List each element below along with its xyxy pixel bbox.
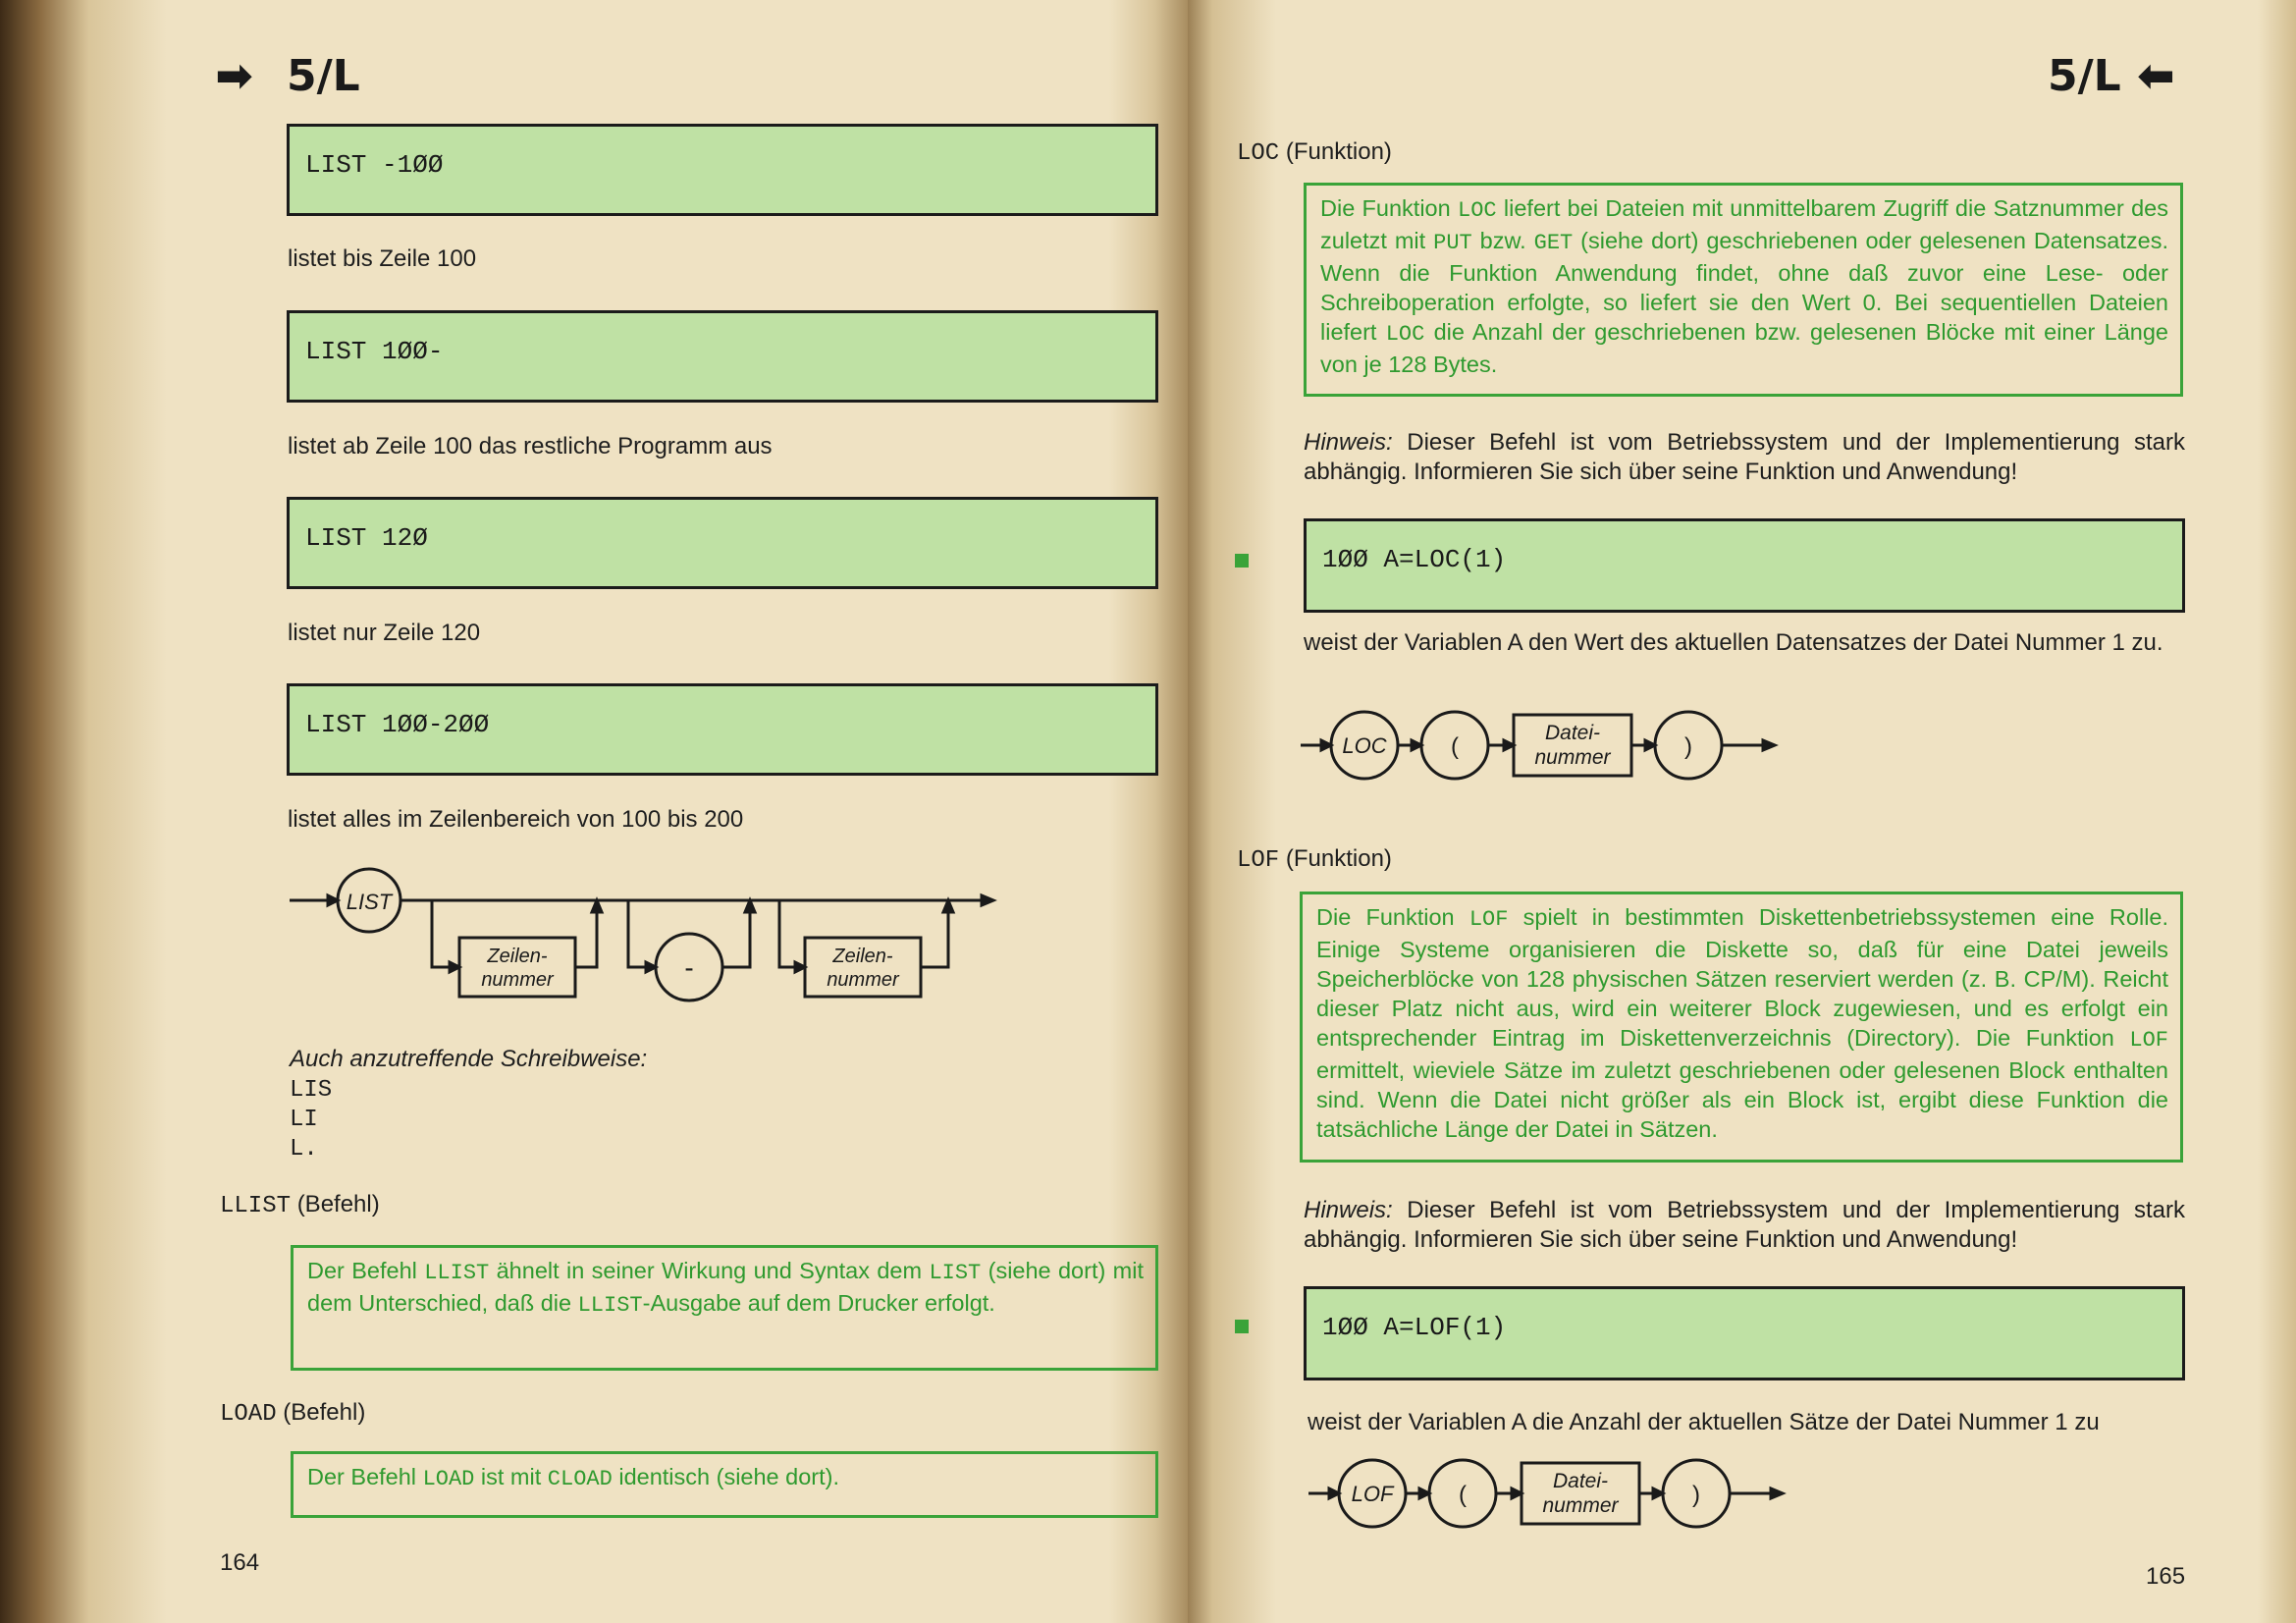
hint-label: Hinweis:	[1304, 1197, 1393, 1223]
diagram-box1-line2: nummer	[481, 969, 554, 991]
page-number-left: 164	[220, 1549, 260, 1576]
llist-heading	[220, 1190, 380, 1221]
diagram-box1-line1: Zeilen-	[487, 946, 548, 967]
lof-kind: (Funktion)	[1285, 845, 1392, 872]
keyword: GET	[1533, 231, 1574, 255]
loc-diagram-box-line1: Datei-	[1544, 722, 1601, 744]
loc-example-desc: weist der Variablen A den Wert des aktuellen Datensatzes der Datei Nummer 1 zu.	[1304, 629, 2163, 656]
keyword: LOF	[1468, 907, 1509, 932]
lof-diagram-close: )	[1692, 1482, 1700, 1508]
diagram-keyword-list: LIST	[346, 890, 393, 914]
text: Die Funktion	[1320, 195, 1458, 221]
bullet-icon	[1235, 1320, 1249, 1333]
code-text: LIST 1ØØ-2ØØ	[305, 710, 490, 739]
hint-text: Dieser Befehl ist vom Betriebssystem und der Implementierung stark abhängig. Informieren Sie sich über seine Funktion und Anwendung!	[1304, 429, 2185, 485]
desc-list-range: listet alles im Zeilenbereich von 100 bis 200	[288, 806, 744, 833]
text: identisch (siehe dort).	[612, 1464, 840, 1489]
left-arrow-icon: ⬅	[2138, 52, 2174, 100]
text: bzw.	[1471, 228, 1534, 253]
keyword: LOC	[1458, 198, 1497, 223]
lof-keyword: LOF	[1237, 847, 1280, 874]
loc-hint	[1304, 428, 2185, 487]
code-text: LIST 12Ø	[305, 523, 428, 553]
load-heading	[220, 1398, 365, 1430]
keyword: CLOAD	[547, 1467, 613, 1491]
code-example-list-range	[287, 683, 1158, 776]
bullet-icon	[1235, 554, 1249, 568]
alt-spelling-title: Auch anzutreffende Schreibweise:	[290, 1046, 648, 1072]
code-example-list-to-100	[287, 124, 1158, 216]
loc-diagram-keyword: LOC	[1342, 733, 1387, 758]
page-number-right: 165	[2146, 1563, 2186, 1590]
loc-syntax-diagram	[1296, 707, 1787, 785]
right-arrow-icon: ➡	[216, 52, 252, 100]
load-kind: (Befehl)	[283, 1399, 366, 1426]
text: Der Befehl	[307, 1258, 425, 1283]
code-text: 1ØØ A=LOF(1)	[1322, 1313, 1507, 1342]
alt-spelling-lis: LIS	[290, 1077, 333, 1104]
loc-heading	[1237, 137, 1392, 169]
lof-hint	[1304, 1196, 2185, 1255]
diagram-box2-line1: Zeilen-	[832, 946, 893, 967]
code-text: 1ØØ A=LOC(1)	[1322, 545, 1507, 574]
lof-syntax-diagram	[1304, 1455, 1794, 1534]
code-example-lof	[1304, 1286, 2185, 1380]
text: ähnelt in seiner Wirkung und Syntax dem	[489, 1258, 930, 1283]
code-example-list-120	[287, 497, 1158, 589]
loc-diagram-box-line2: nummer	[1534, 746, 1611, 769]
keyword: LLIST	[424, 1261, 490, 1285]
text: ist mit	[474, 1464, 548, 1489]
text: Der Befehl	[307, 1464, 423, 1489]
text: (siehe dort) mit dem Unterschied, daß die	[307, 1258, 1144, 1316]
loc-description-box	[1304, 183, 2183, 397]
keyword: LLIST	[577, 1293, 643, 1318]
lof-diagram-keyword: LOF	[1351, 1482, 1394, 1506]
desc-list-from-100: listet ab Zeile 100 das restliche Programm aus	[288, 433, 773, 460]
text: liefert bei Dateien mit unmittelbarem Zugriff die Satznummer des zuletzt mit	[1320, 195, 2168, 253]
load-description-box	[291, 1451, 1158, 1518]
left-page-header: 5/L	[287, 51, 360, 101]
loc-kind: (Funktion)	[1285, 138, 1392, 165]
code-text: LIST 1ØØ-	[305, 337, 444, 366]
alt-spelling-li: LI	[290, 1107, 318, 1133]
keyword: LOC	[1385, 322, 1425, 347]
text: spielt in bestimmten Diskettenbetriebssystemen eine Rolle. Einige Systeme organisieren die Diskette so, daß für eine Datei jeweils Speicherblöcke von 128 physischen Sätzen reserviert werden (z. B. CP/M). Reicht dieser Platz nicht aus, wird ein weiterer Block zugewiesen, und es erfolgt ein entsprechender Eintrag im Diskettenverzeichnis (Directory). Die Funktion	[1316, 904, 2169, 1051]
loc-diagram-close: )	[1684, 733, 1692, 760]
list-syntax-diagram	[285, 859, 1011, 1016]
lof-diagram-open: (	[1459, 1482, 1467, 1508]
keyword: PUT	[1433, 231, 1472, 255]
loc-keyword: LOC	[1237, 140, 1280, 167]
code-example-list-from-100	[287, 310, 1158, 403]
code-example-loc	[1304, 518, 2185, 613]
text: ermittelt, wieviele Sätze im zuletzt geschriebenen oder gelesenen Block enthalten sind. Wenn die Datei nicht größer als ein Block ist, ergibt diese Funktion die tatsächliche Länge der Datei in Sätzen.	[1316, 1057, 2168, 1142]
llist-kind: (Befehl)	[296, 1191, 380, 1217]
text: Die Funktion	[1316, 904, 1469, 930]
keyword: LOF	[2129, 1028, 2168, 1053]
diagram-box2-line2: nummer	[827, 969, 899, 991]
load-keyword: LOAD	[220, 1401, 277, 1428]
lof-diagram-box-line1: Datei-	[1552, 1470, 1609, 1492]
hint-text: Dieser Befehl ist vom Betriebssystem und der Implementierung stark abhängig. Informieren Sie sich über seine Funktion und Anwendung!	[1304, 1197, 2185, 1253]
llist-keyword: LLIST	[220, 1193, 292, 1219]
right-page-header: 5/L	[2048, 51, 2121, 101]
desc-list-120: listet nur Zeile 120	[288, 620, 481, 646]
lof-diagram-box-line2: nummer	[1542, 1494, 1619, 1517]
right-page	[1188, 0, 2296, 1623]
lof-description-box	[1300, 892, 2183, 1163]
lof-example-desc: weist der Variablen A die Anzahl der aktuellen Sätze der Datei Nummer 1 zu	[1308, 1409, 2100, 1435]
text: -Ausgabe auf dem Drucker erfolgt.	[642, 1290, 995, 1316]
loc-diagram-open: (	[1451, 733, 1459, 760]
hint-label: Hinweis:	[1304, 429, 1393, 456]
code-text: LIST -1ØØ	[305, 150, 444, 180]
desc-list-to-100: listet bis Zeile 100	[288, 245, 477, 272]
lof-heading	[1237, 844, 1392, 876]
keyword: LOAD	[422, 1467, 475, 1491]
alt-spelling-l: L.	[290, 1136, 318, 1163]
llist-description-box	[291, 1245, 1158, 1371]
keyword: LIST	[929, 1261, 982, 1285]
text: (siehe dort) geschriebenen oder gelesenen Datensatzes. Wenn die Funktion Anwendung findet, ohne daß zuvor eine Lese- oder Schreiboperation erfolgte, so liefert sie den Wert 0. Bei sequentiellen Dateien liefert	[1320, 228, 2168, 345]
text: die Anzahl der geschriebenen bzw. gelesenen Blöcke mit einer Länge von je 128 Bytes.	[1320, 319, 2168, 377]
diagram-minus: -	[684, 952, 694, 983]
